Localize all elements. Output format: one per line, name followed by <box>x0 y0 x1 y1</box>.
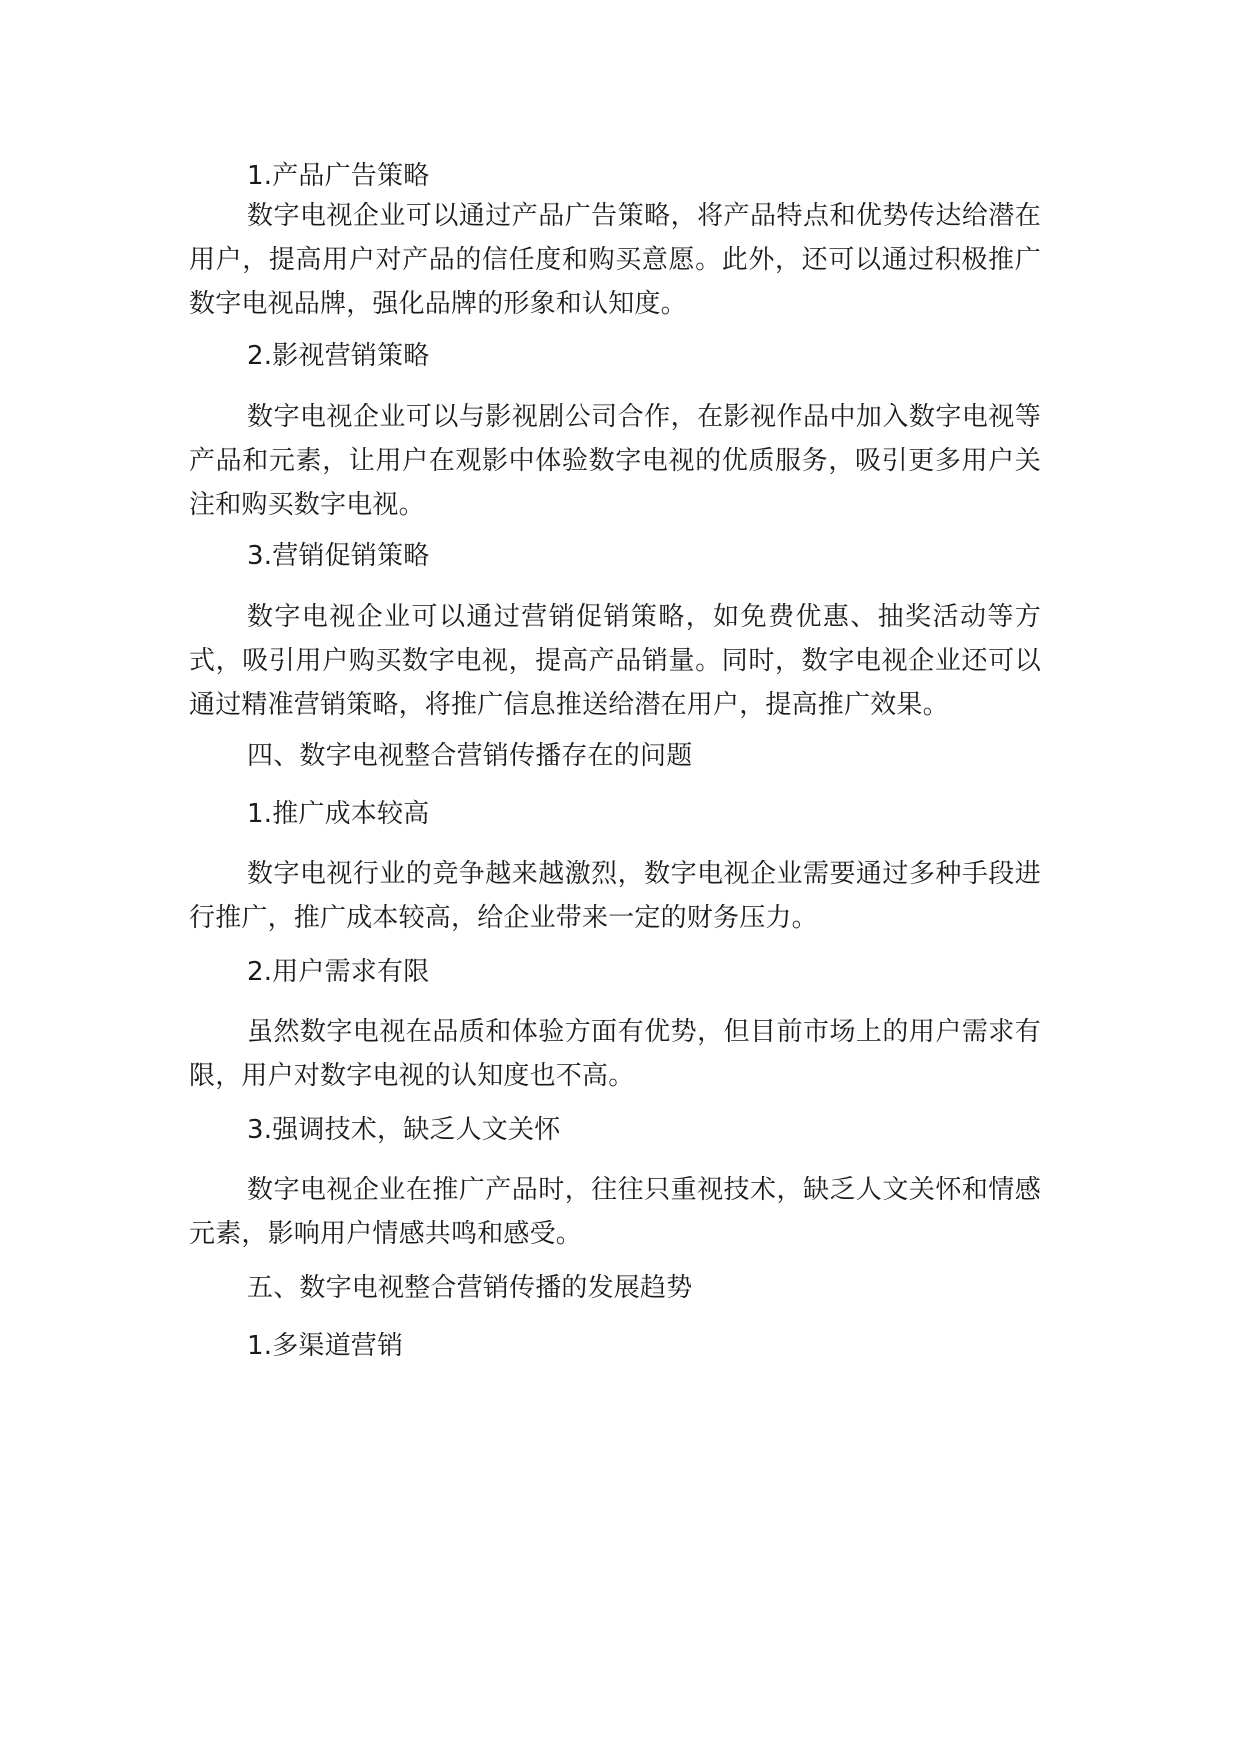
body-paragraph: 数字电视企业可以通过营销促销策略，如免费优惠、抽奖活动等方式，吸引用户购买数字电视，提高产品销量。同时，数字电视企业还可以通过精准营销策略，将推广信息推送给潜在用户，提高推广效果。 <box>189 602 1041 720</box>
chapter-heading: 四、数字电视整合营销传播存在的问题 <box>247 741 693 771</box>
chapter-heading: 五、数字电视整合营销传播的发展趋势 <box>247 1273 693 1303</box>
body-paragraph: 虽然数字电视在品质和体验方面有优势，但目前市场上的用户需求有限，用户对数字电视的认知度也不高。 <box>189 1017 1041 1091</box>
section-heading: 1.产品广告策略 <box>247 161 430 191</box>
body-paragraph: 数字电视企业可以与影视剧公司合作，在影视作品中加入数字电视等产品和元素，让用户在观影中体验数字电视的优质服务，吸引更多用户关注和购买数字电视。 <box>189 402 1041 520</box>
section-heading: 1.多渠道营销 <box>247 1331 404 1361</box>
section-heading: 3.营销促销策略 <box>247 541 430 571</box>
body-paragraph: 数字电视行业的竞争越来越激烈，数字电视企业需要通过多种手段进行推广，推广成本较高，给企业带来一定的财务压力。 <box>189 859 1041 933</box>
section-heading: 2.用户需求有限 <box>247 957 430 987</box>
section-heading: 3.强调技术，缺乏人文关怀 <box>247 1115 561 1145</box>
section-heading: 1.推广成本较高 <box>247 799 430 829</box>
section-heading: 2.影视营销策略 <box>247 341 430 371</box>
body-paragraph: 数字电视企业在推广产品时，往往只重视技术，缺乏人文关怀和情感元素，影响用户情感共鸣和感受。 <box>189 1175 1041 1249</box>
body-paragraph: 数字电视企业可以通过产品广告策略，将产品特点和优势传达给潜在用户，提高用户对产品的信任度和购买意愿。此外，还可以通过积极推广数字电视品牌，强化品牌的形象和认知度。 <box>189 201 1041 319</box>
